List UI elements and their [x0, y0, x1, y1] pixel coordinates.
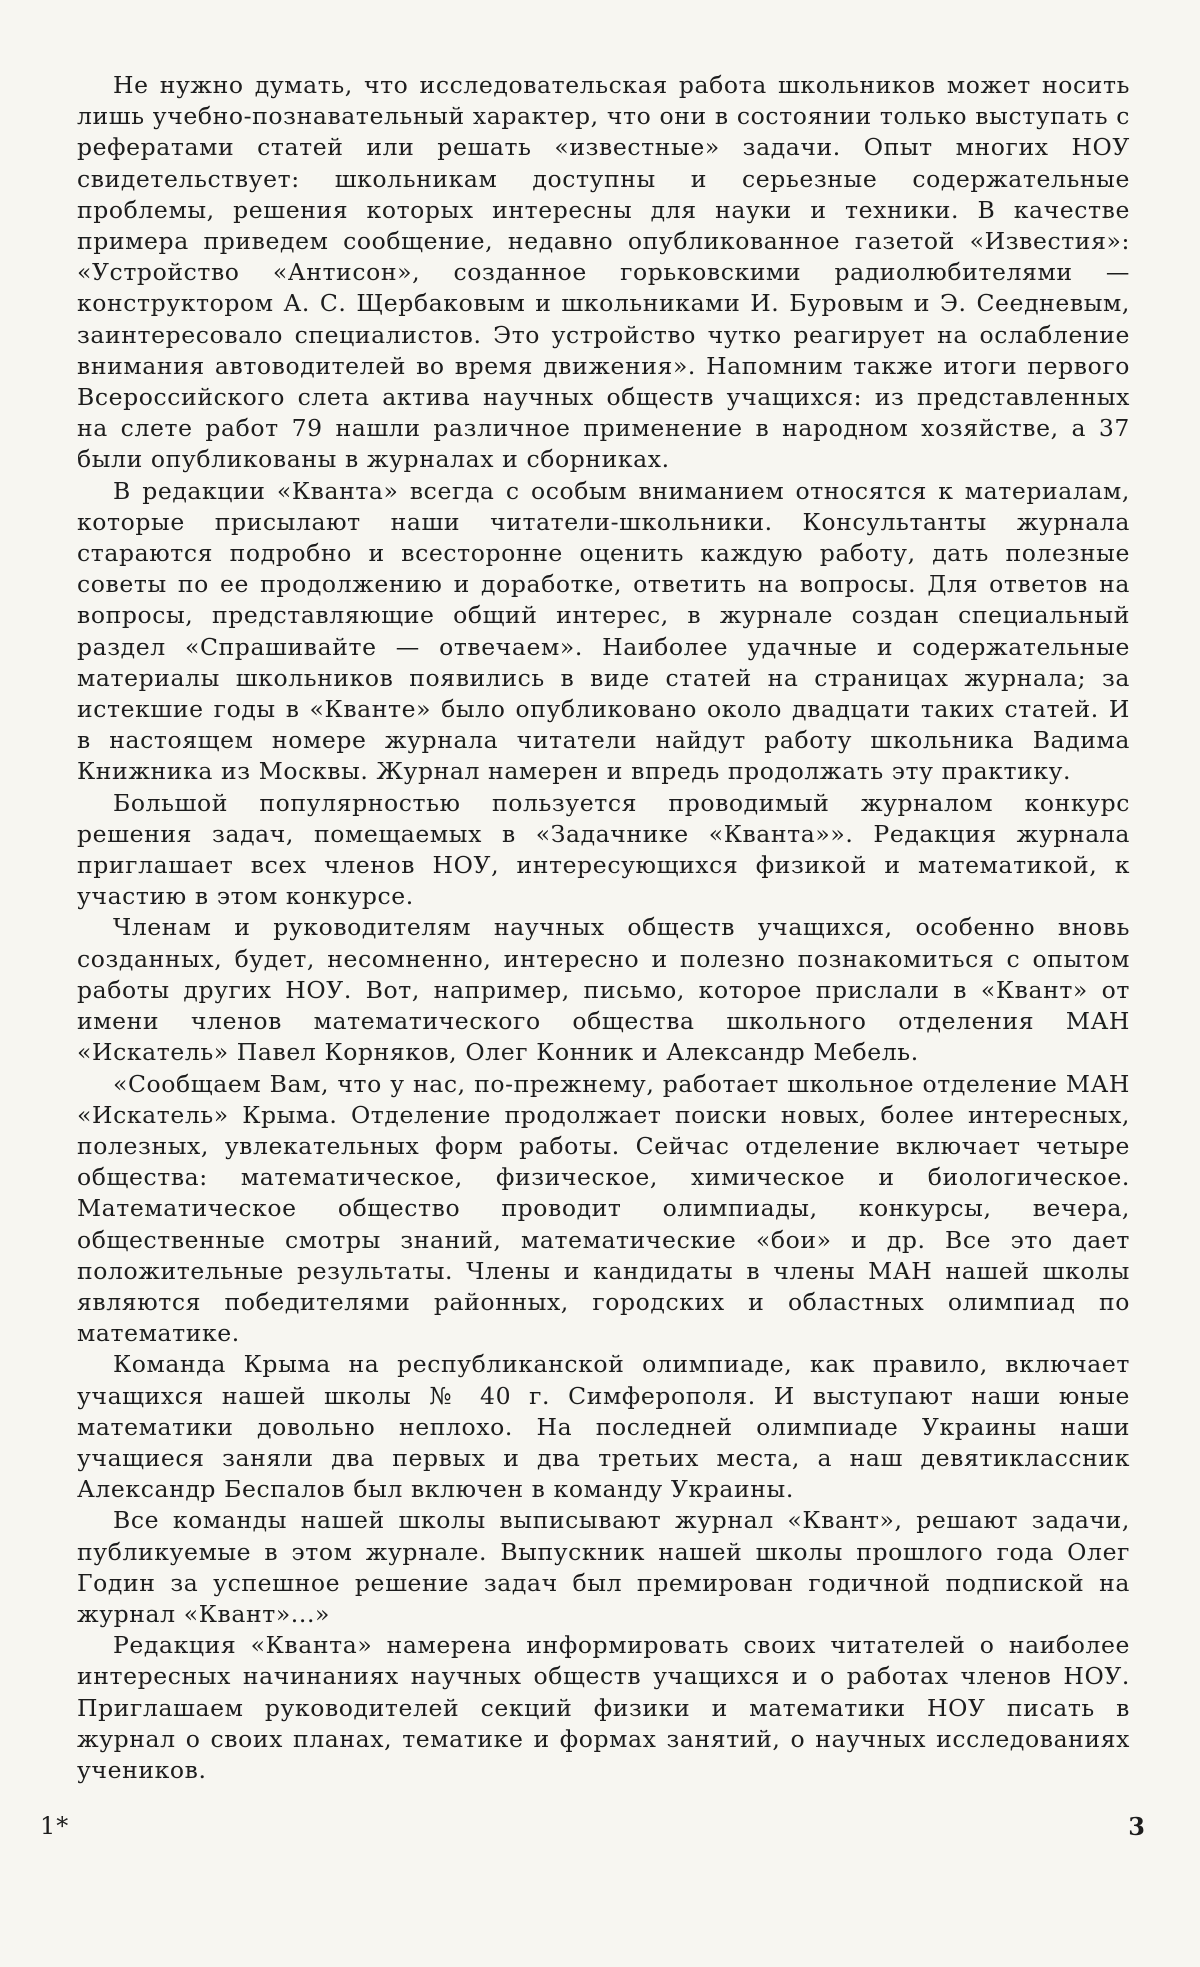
page-number: 3: [1128, 1812, 1145, 1841]
article-body: [77, 70, 1130, 1786]
paragraph-crimea-team: Команда Крыма на республиканской олимпиаде, как правило, включает учащихся нашей школы № 40 г. Симферополя. И выступают наши юные математики довольно неплохо. На последней олимпиаде Украины наши учащиеся заняли два первых и два третьих места, а наш девятиклассник Александр Беспалов был включен в команду Украины.: [77, 1350, 1130, 1504]
paragraph-subscription: Все команды нашей школы выписывают журнал «Квант», решают задачи, публикуемые в этом журнале. Выпускник нашей школы прошлого года Олег Годин за успешное решение задач был премирован годичной подпиской на журнал «Квант»...»: [77, 1506, 1130, 1628]
page-footer: [0, 1812, 1200, 1852]
paragraph-research-value: Не нужно думать, что исследовательская работа школьников может носить лишь учебно-познавательный характер, что они в состоянии только выступать с рефератами статей или решать «известные» задачи. Опыт многих НОУ свидетельствует: школьникам доступны и серьезные содержательные проблемы, решения которых интересны для науки и техники. В качестве примера приведем сообщение, недавно опубликованное газетой «Известия»: «Устройство «Антисон», созданное горьковскими радиолюбителями — конструктором А. С. Щербаковым и школьниками И. Буровым и Э. Сеедневым, заинтересовало специалистов. Это устройство чутко реагирует на ослабление внимания автоводителей во время движения». Напомним также итоги первого Всероссийского слета актива научных обществ учащихся: из представленных на слете работ 79 нашли различное применение в народном хозяйстве, а 37 были опубликованы в журналах и сборниках.: [77, 71, 1130, 474]
paragraph-kvant-editorial: В редакции «Кванта» всегда с особым вниманием относятся к материалам, которые присылают наши читатели-школьники. Консультанты журнала стараются подробно и всесторонне оценить каждую работу, дать полезные советы по ее продолжению и доработке, ответить на вопросы. Для ответов на вопросы, представляющие общий интерес, в журнале создан специальный раздел «Спрашивайте — отвечаем». Наиболее удачные и содержательные материалы школьников появились в виде статей на страницах журнала; за истекшие годы в «Кванте» было опубликовано около двадцати таких статей. И в настоящем номере журнала читатели найдут работу школьника Вадима Книжника из Москвы. Журнал намерен и впредь продолжать эту практику.: [77, 476, 1130, 786]
paragraph-letter-start: «Сообщаем Вам, что у нас, по-прежнему, работает школьное отделение МАН «Искатель» Крыма. Отделение продолжает поиски новых, более интересных, полезных, увлекательных форм работы. Сейчас отделение включает четыре общества: математическое, физическое, химическое и биологическое. Математическое общество проводит олимпиады, конкурсы, вечера, общественные смотры знаний, математические «бои» и др. Все это дает положительные результаты. Члены и кандидаты в члены МАН нашей школы являются победителями районных, городских и областных олимпиад по математике.: [77, 1069, 1130, 1348]
signature-mark: 1*: [40, 1812, 70, 1840]
paragraph-problem-contest: Большой популярностью пользуется проводимый журналом конкурс решения задач, помещаемых в «Задачнике «Кванта»». Редакция журнала приглашает всех членов НОУ, интересующихся физикой и математикой, к участию в этом конкурсе.: [77, 788, 1130, 911]
paragraph-nou-experience: Членам и руководителям научных обществ учащихся, особенно вновь созданных, будет, несомненно, интересно и полезно познакомиться с опытом работы других НОУ. Вот, например, письмо, которое прислали в «Квант» от имени членов математического общества школьного отделения МАН «Искатель» Павел Корняков, Олег Конник и Александр Мебель.: [77, 913, 1130, 1067]
paragraph-invitation: Редакция «Кванта» намерена информировать своих читателей о наиболее интересных начинаниях научных обществ учащихся и о работах членов НОУ. Приглашаем руководителей секций физики и математики НОУ писать в журнал о своих планах, тематике и формах занятий, о научных исследованиях учеников.: [77, 1631, 1130, 1784]
